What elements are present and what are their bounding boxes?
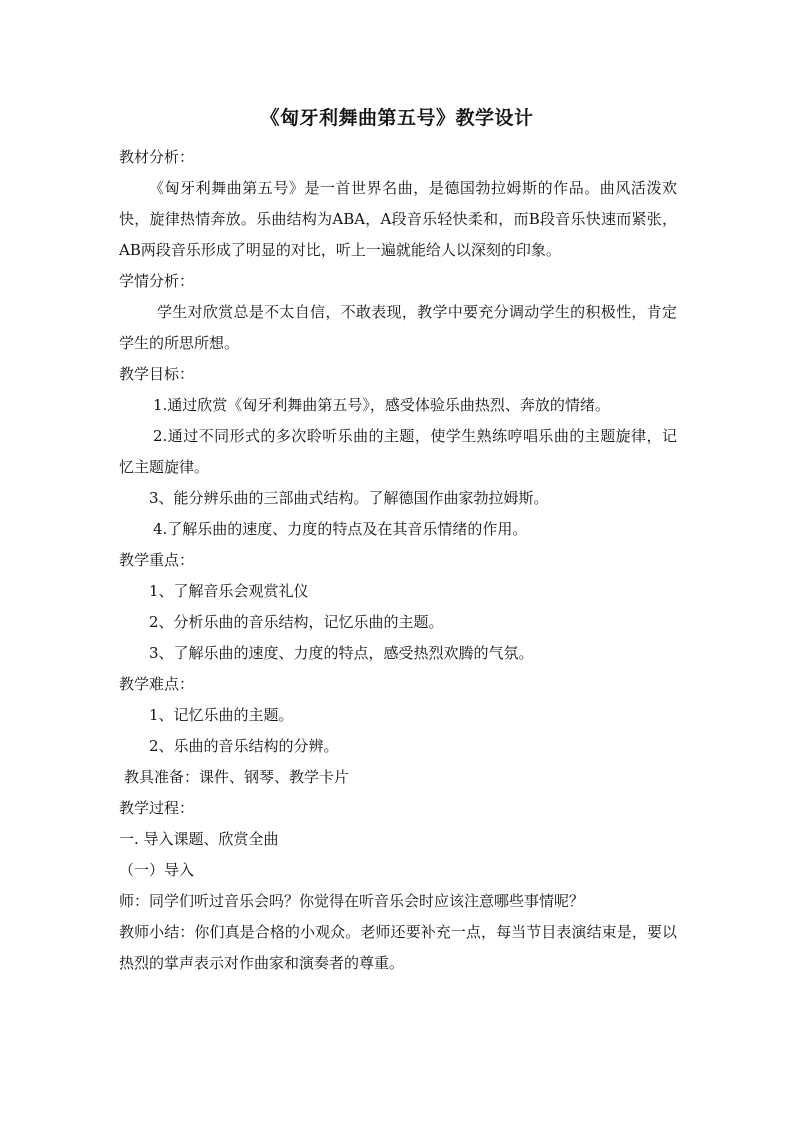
goal-item: 3、能分辨乐曲的三部曲式结构。了解德国作曲家勃拉姆斯。 xyxy=(149,489,549,507)
process-heading: 教学过程： xyxy=(119,799,195,817)
process-sub-1: （一）导入 xyxy=(119,861,195,879)
material-heading: 教材分析： xyxy=(119,148,195,166)
goals-heading: 教学目标： xyxy=(119,365,195,383)
document-title: 《匈牙利舞曲第五号》教学设计 xyxy=(260,107,534,129)
students-heading: 学情分析： xyxy=(119,272,195,290)
goal-item: 4.了解乐曲的速度、力度的特点及在其音乐情绪的作用。 xyxy=(153,520,528,538)
students-paragraph: 学生对欣赏总是不太自信，不敢表现，教学中要充分调动学生的积极性，肯定学生的所思所想。 xyxy=(119,303,677,352)
difficulty-item: 2、乐曲的音乐结构的分辨。 xyxy=(149,737,339,755)
teacher-summary: 教师小结：你们真是合格的小观众。老师还要补充一点，每当节目表演结束是，要以热烈的掌声表示对作曲家和演奏者的尊重。 xyxy=(119,923,677,972)
goal-item: 2.通过不同形式的多次聆听乐曲的主题，使学生熟练哼唱乐曲的主题旋律，记忆主题旋律。 xyxy=(119,427,677,476)
difficulty-item: 1、记忆乐曲的主题。 xyxy=(149,706,294,724)
document-body xyxy=(119,142,677,979)
key-point-item: 1、了解音乐会观赏礼仪 xyxy=(149,582,309,600)
material-paragraph: 《匈牙利舞曲第五号》是一首世界名曲，是德国勃拉姆斯的作品。曲风活泼欢快，旋律热情奔放。乐曲结构为ABA，A段音乐轻快柔和，而B段音乐快速而紧张，AB两段音乐形成了明显的对比，听上一遍就能给人以深刻的印象。 xyxy=(119,179,677,259)
tools-line: 教具准备：课件、钢琴、教学卡片 xyxy=(124,768,350,786)
process-step-1: 一. 导入课题、欣赏全曲 xyxy=(119,830,279,848)
teacher-question: 师：同学们听过音乐会吗？你觉得在听音乐会时应该注意哪些事情呢？ xyxy=(119,892,585,910)
goal-item: 1.通过欣赏《匈牙利舞曲第五号》，感受体验乐曲热烈、奔放的情绪。 xyxy=(153,396,610,414)
difficulties-heading: 教学难点： xyxy=(119,675,195,693)
key-point-item: 3、了解乐曲的速度、力度的特点，感受热烈欢腾的气氛。 xyxy=(149,644,534,662)
key-points-heading: 教学重点： xyxy=(119,551,195,569)
key-point-item: 2、分析乐曲的音乐结构，记忆乐曲的主题。 xyxy=(149,613,444,631)
